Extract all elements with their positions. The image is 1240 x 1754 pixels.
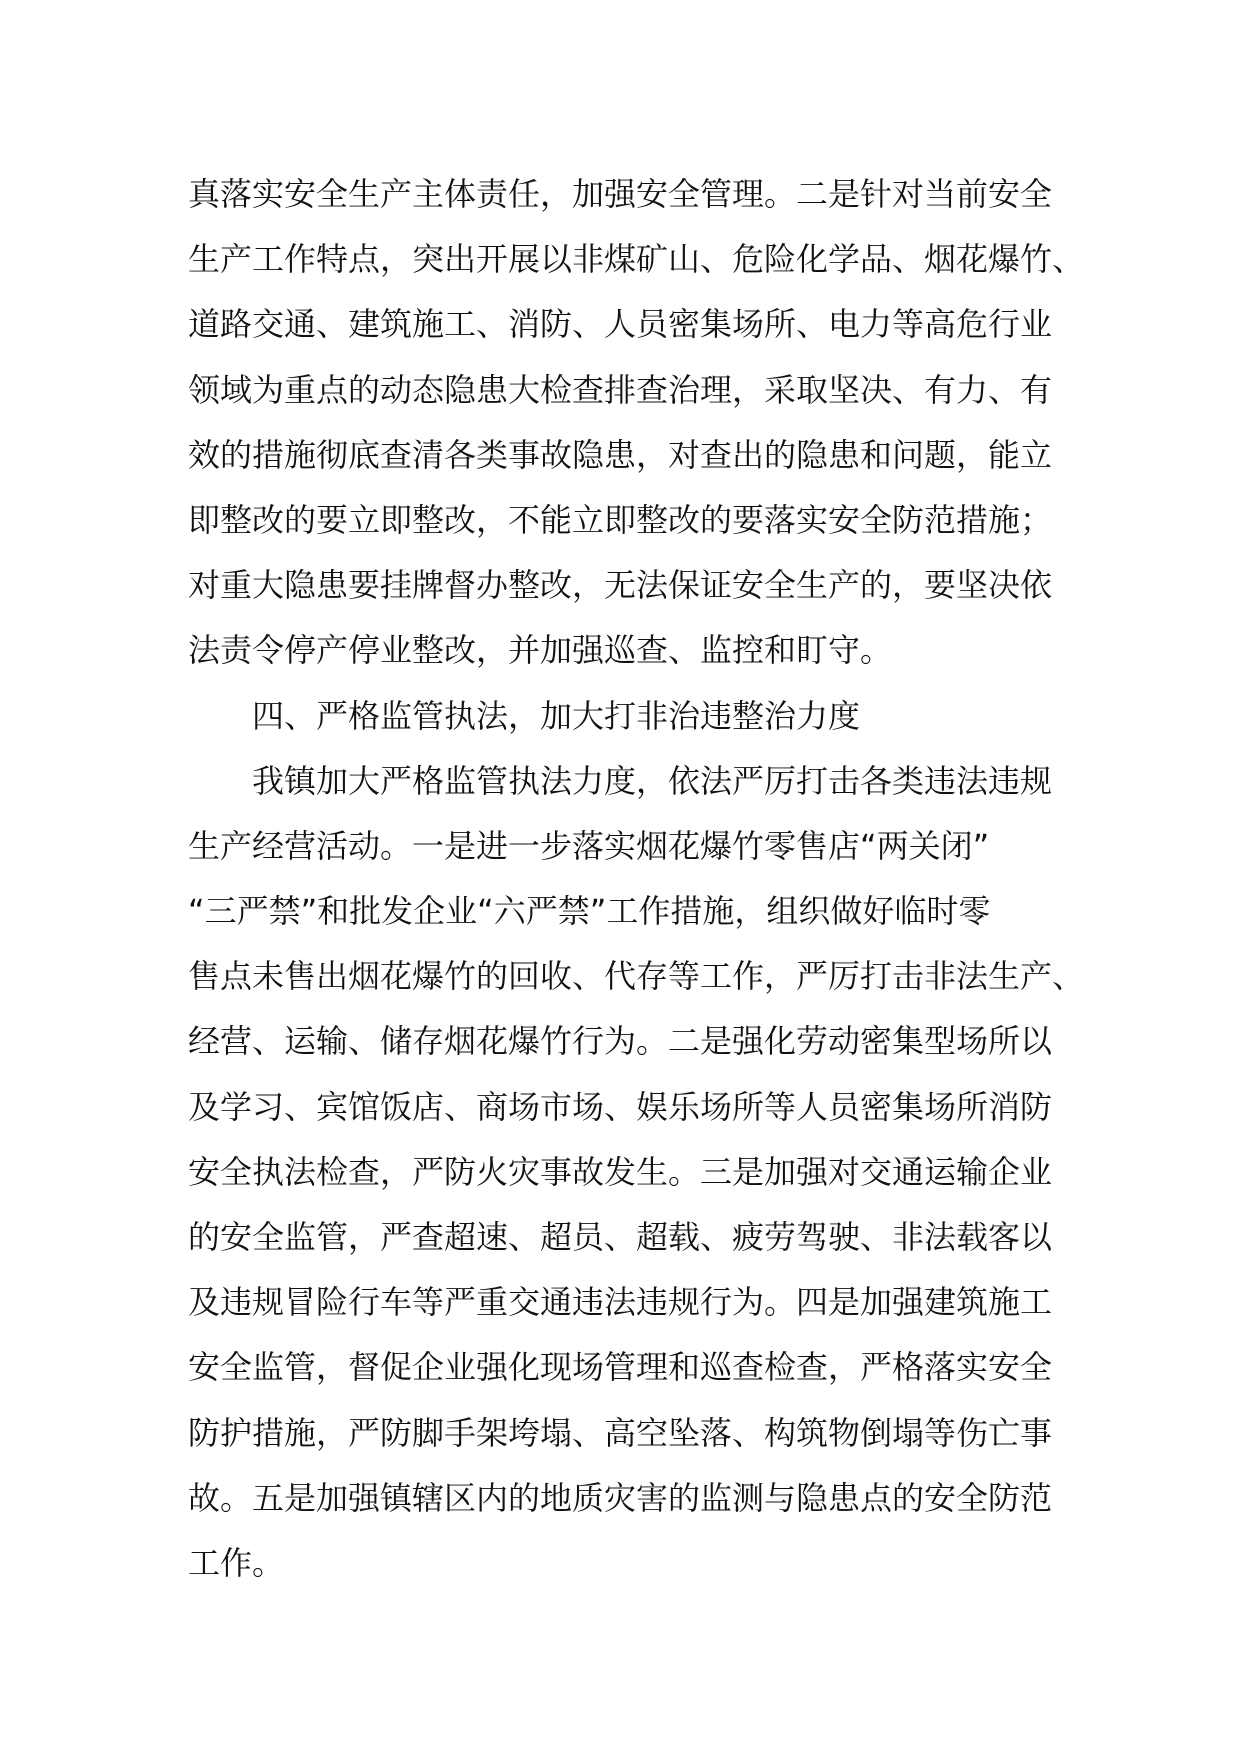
text-line: 及学习、宾馆饭店、商场市场、娱乐场所等人员密集场所消防 — [188, 1087, 1053, 1126]
text-line: 道路交通、建筑施工、消防、人员密集场所、电力等高危行业 — [188, 305, 1053, 344]
paragraph-section-4 — [188, 749, 1085, 1596]
text-line: 的安全监管，严查超速、超员、超载、疲劳驾驶、非法载客以 — [188, 1218, 1053, 1256]
text-line: 安全监管，督促企业强化现场管理和巡查检查，严格落实安全 — [188, 1348, 1053, 1387]
text-line: 故。五是加强镇辖区内的地质灾害的监测与隐患点的安全防范 — [188, 1478, 1053, 1517]
text-line: 经营、运输、储存烟花爆竹行为。二是强化劳动密集型场所以 — [188, 1022, 1053, 1061]
text-line: 效的措施彻底查清各类事故隐患，对查出的隐患和问题，能立 — [188, 435, 1053, 474]
section-heading: 四、严格监管执法，加大打非治违整治力度 — [252, 696, 861, 735]
document-body — [188, 162, 1085, 1596]
text-line: 我镇加大严格监管执法力度，依法严厉打击各类违法违规 — [252, 761, 1053, 800]
text-line: 法责令停产停业整改，并加强巡查、监控和盯守。 — [188, 631, 893, 670]
text-line: 工作。 — [188, 1543, 285, 1582]
text-line: 对重大隐患要挂牌督办整改，无法保证安全生产的，要坚决依 — [188, 566, 1053, 605]
text-line: 即整改的要立即整改，不能立即整改的要落实安全防范措施； — [188, 500, 1053, 539]
paragraph-continued — [188, 162, 1085, 684]
text-line: 真落实安全生产主体责任，加强安全管理。二是针对当前安全 — [188, 175, 1053, 213]
text-line: 领域为重点的动态隐患大检查排查治理，采取坚决、有力、有 — [188, 370, 1053, 409]
text-line: 及违规冒险行车等严重交通违法违规行为。四是加强建筑施工 — [188, 1283, 1053, 1322]
text-line: 生产经营活动。一是进一步落实烟花爆竹零售店“两关闭” — [188, 826, 990, 865]
text-line: 安全执法检查，严防火灾事故发生。三是加强对交通运输企业 — [188, 1152, 1053, 1191]
text-line: 售点未售出烟花爆竹的回收、代存等工作，严厉打击非法生产、 — [188, 957, 1085, 996]
text-line: “三严禁”和批发企业“六严禁”工作措施，组织做好临时零 — [188, 892, 991, 931]
text-line: 生产工作特点，突出开展以非煤矿山、危险化学品、烟花爆竹、 — [188, 240, 1085, 279]
text-line: 防护措施，严防脚手架垮塌、高空坠落、构筑物倒塌等伤亡事 — [188, 1413, 1053, 1452]
